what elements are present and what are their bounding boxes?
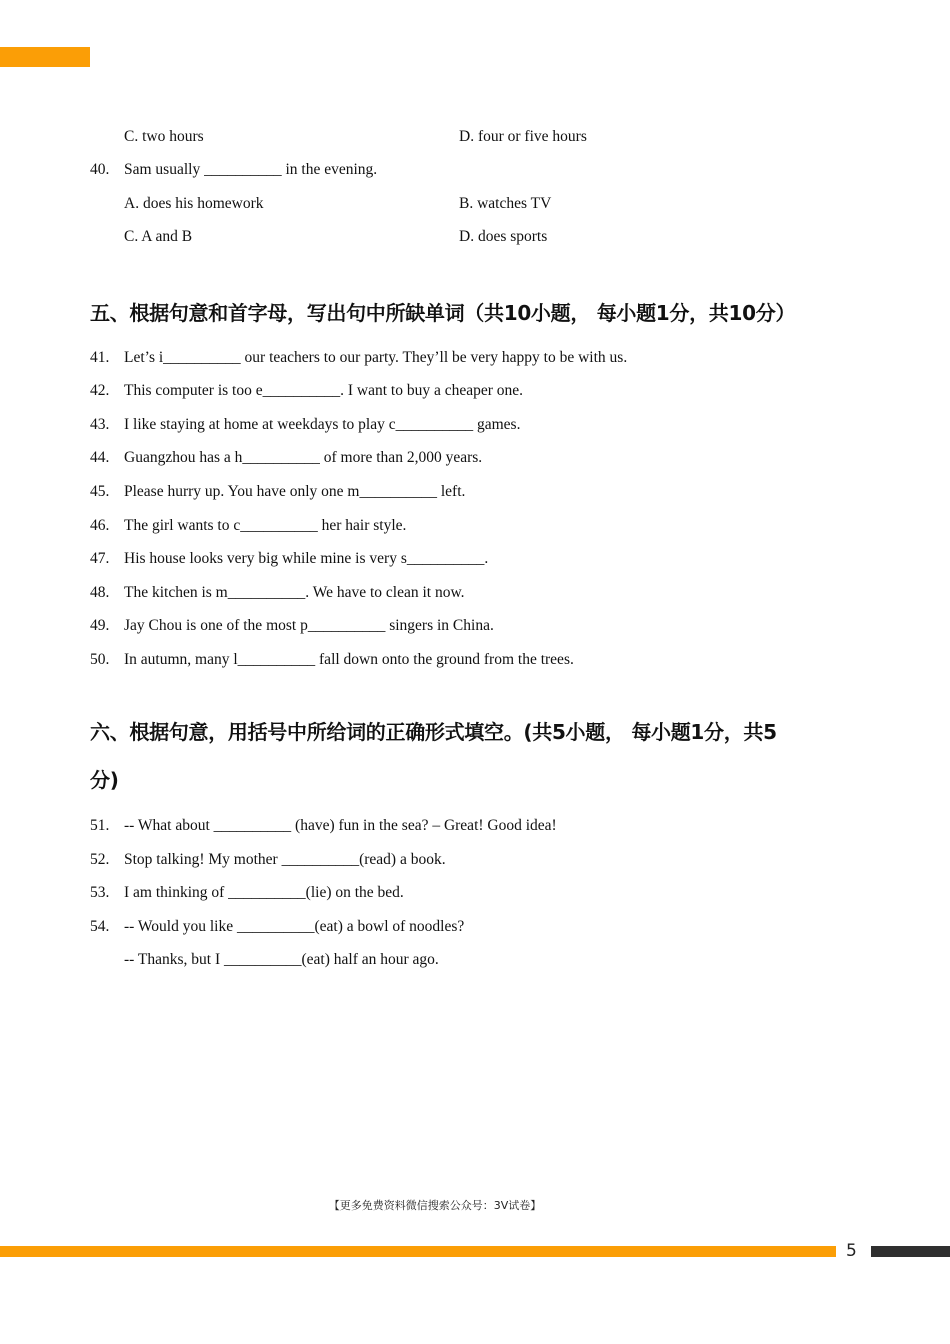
question-text: His house looks very big while mine is very s__________. bbox=[124, 550, 489, 567]
option-d: D. four or five hours bbox=[459, 128, 587, 145]
question-number: 51. bbox=[90, 817, 110, 834]
question-text: The kitchen is m__________. We have to clean it now. bbox=[124, 584, 465, 601]
question-text: I am thinking of __________(lie) on the bed. bbox=[124, 884, 404, 901]
question-text: Let’s i__________ our teachers to our party. They’ll be very happy to be with us. bbox=[124, 349, 628, 366]
option-b: B. watches TV bbox=[459, 195, 552, 212]
question-number: 42. bbox=[90, 382, 110, 399]
option-a: A. does his homework bbox=[124, 195, 264, 212]
section-5-heading: 五、根据句意和首字母，写出句中所缺单词（共10小题， 每小题1分，共10分） bbox=[90, 301, 796, 325]
bottom-dark-bar bbox=[871, 1246, 950, 1257]
question-text: -- What about __________ (have) fun in the sea? – Great! Good idea! bbox=[124, 817, 557, 834]
footer-note: 【更多免费资料微信搜索公众号：3V试卷】 bbox=[328, 1199, 542, 1212]
question-text: The girl wants to c__________ her hair style. bbox=[124, 517, 407, 534]
option-c: C. two hours bbox=[124, 128, 204, 145]
question-text: Please hurry up. You have only one m__________ left. bbox=[124, 483, 466, 500]
option-d: D. does sports bbox=[459, 228, 548, 245]
question-text: This computer is too e__________. I want to buy a cheaper one. bbox=[124, 382, 524, 399]
question-text: In autumn, many l__________ fall down onto the ground from the trees. bbox=[124, 651, 574, 668]
section-6-heading: 六、根据句意，用括号中所给词的正确形式填空。(共5小题， 每小题1分，共5 bbox=[90, 720, 777, 744]
question-text: -- Would you like __________(eat) a bowl of noodles? bbox=[124, 918, 465, 935]
question-text: Stop talking! My mother __________(read) a book. bbox=[124, 851, 446, 868]
bottom-accent-bar bbox=[0, 1246, 836, 1257]
question-number: 43. bbox=[90, 416, 110, 433]
question-number: 49. bbox=[90, 617, 110, 634]
question-number: 50. bbox=[90, 651, 110, 668]
question-number: 41. bbox=[90, 349, 110, 366]
page-number: 5 bbox=[846, 1241, 857, 1261]
question-number: 40. bbox=[90, 161, 110, 178]
question-text: Jay Chou is one of the most p__________ singers in China. bbox=[124, 617, 494, 634]
question-number: 48. bbox=[90, 584, 110, 601]
question-number: 52. bbox=[90, 851, 110, 868]
question-number: 54. bbox=[90, 918, 110, 935]
top-accent-bar bbox=[0, 47, 90, 67]
question-text: Guangzhou has a h__________ of more than 2,000 years. bbox=[124, 449, 483, 466]
question-number: 45. bbox=[90, 483, 110, 500]
section-6-heading-continued: 分) bbox=[90, 768, 119, 792]
question-number: 44. bbox=[90, 449, 110, 466]
question-text: Sam usually __________ in the evening. bbox=[124, 161, 378, 178]
question-text: -- Thanks, but I __________(eat) half an hour ago. bbox=[124, 951, 439, 968]
question-text: I like staying at home at weekdays to play c__________ games. bbox=[124, 416, 521, 433]
option-c: C. A and B bbox=[124, 228, 193, 245]
question-number: 53. bbox=[90, 884, 110, 901]
question-number: 46. bbox=[90, 517, 110, 534]
question-number: 47. bbox=[90, 550, 110, 567]
